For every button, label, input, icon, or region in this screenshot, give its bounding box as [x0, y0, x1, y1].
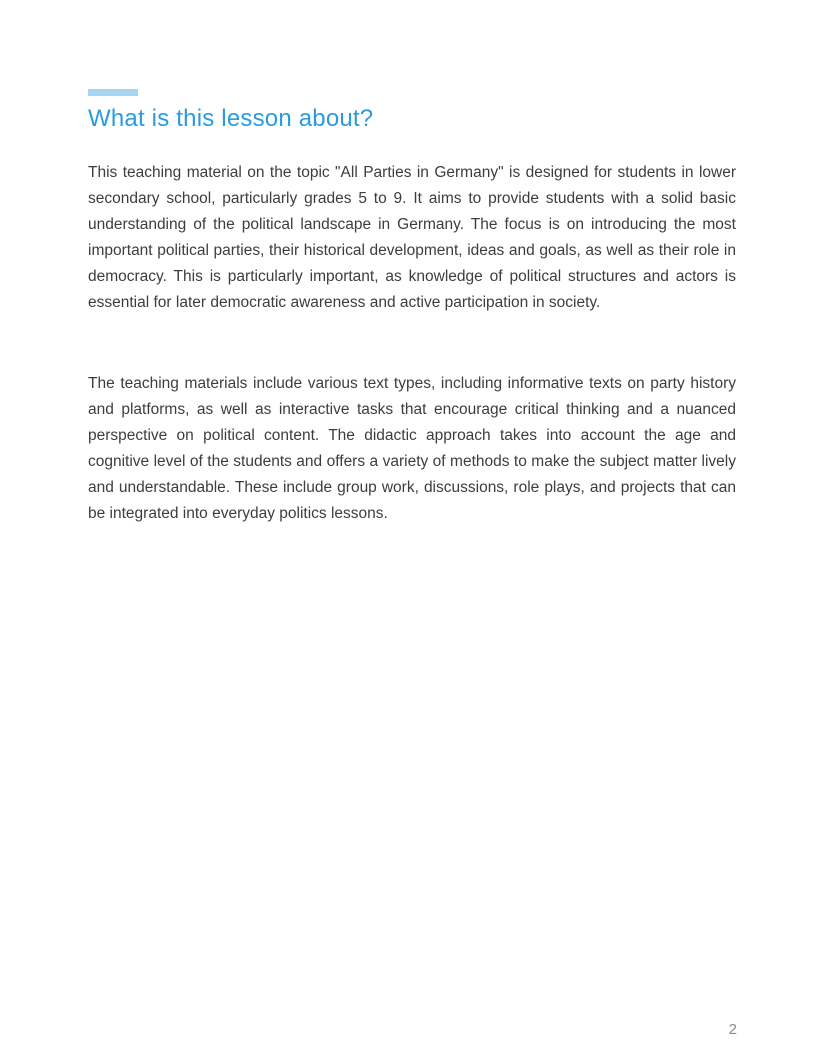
lesson-description-paragraph: This teaching material on the topic "All Parties in Germany" is designed for students in lower secondary school, particularly grades 5 to 9. It aims to provide students with a solid basic understanding of the political landscape in Germany. The focus is on introducing the most important political parties, their historical development, ideas and goals, as well as their role in democracy. This is particularly important, as knowledge of political structures and actors is essential for later democratic awareness and active participation in society. — [88, 164, 736, 311]
page-title: What is this lesson about? — [88, 105, 374, 132]
page-number: 2 — [728, 1021, 737, 1038]
document-page — [88, 89, 736, 527]
heading-accent-bar — [88, 89, 138, 96]
teaching-materials-paragraph: The teaching materials include various text types, including informative texts on party history and platforms, as well as interactive tasks that encourage critical thinking and a nuanced perspective on political content. The didactic approach takes into account the age and cognitive level of the students and offers a variety of methods to make the subject matter lively and understandable. These include group work, discussions, role plays, and projects that can be integrated into everyday politics lessons. — [88, 375, 736, 522]
